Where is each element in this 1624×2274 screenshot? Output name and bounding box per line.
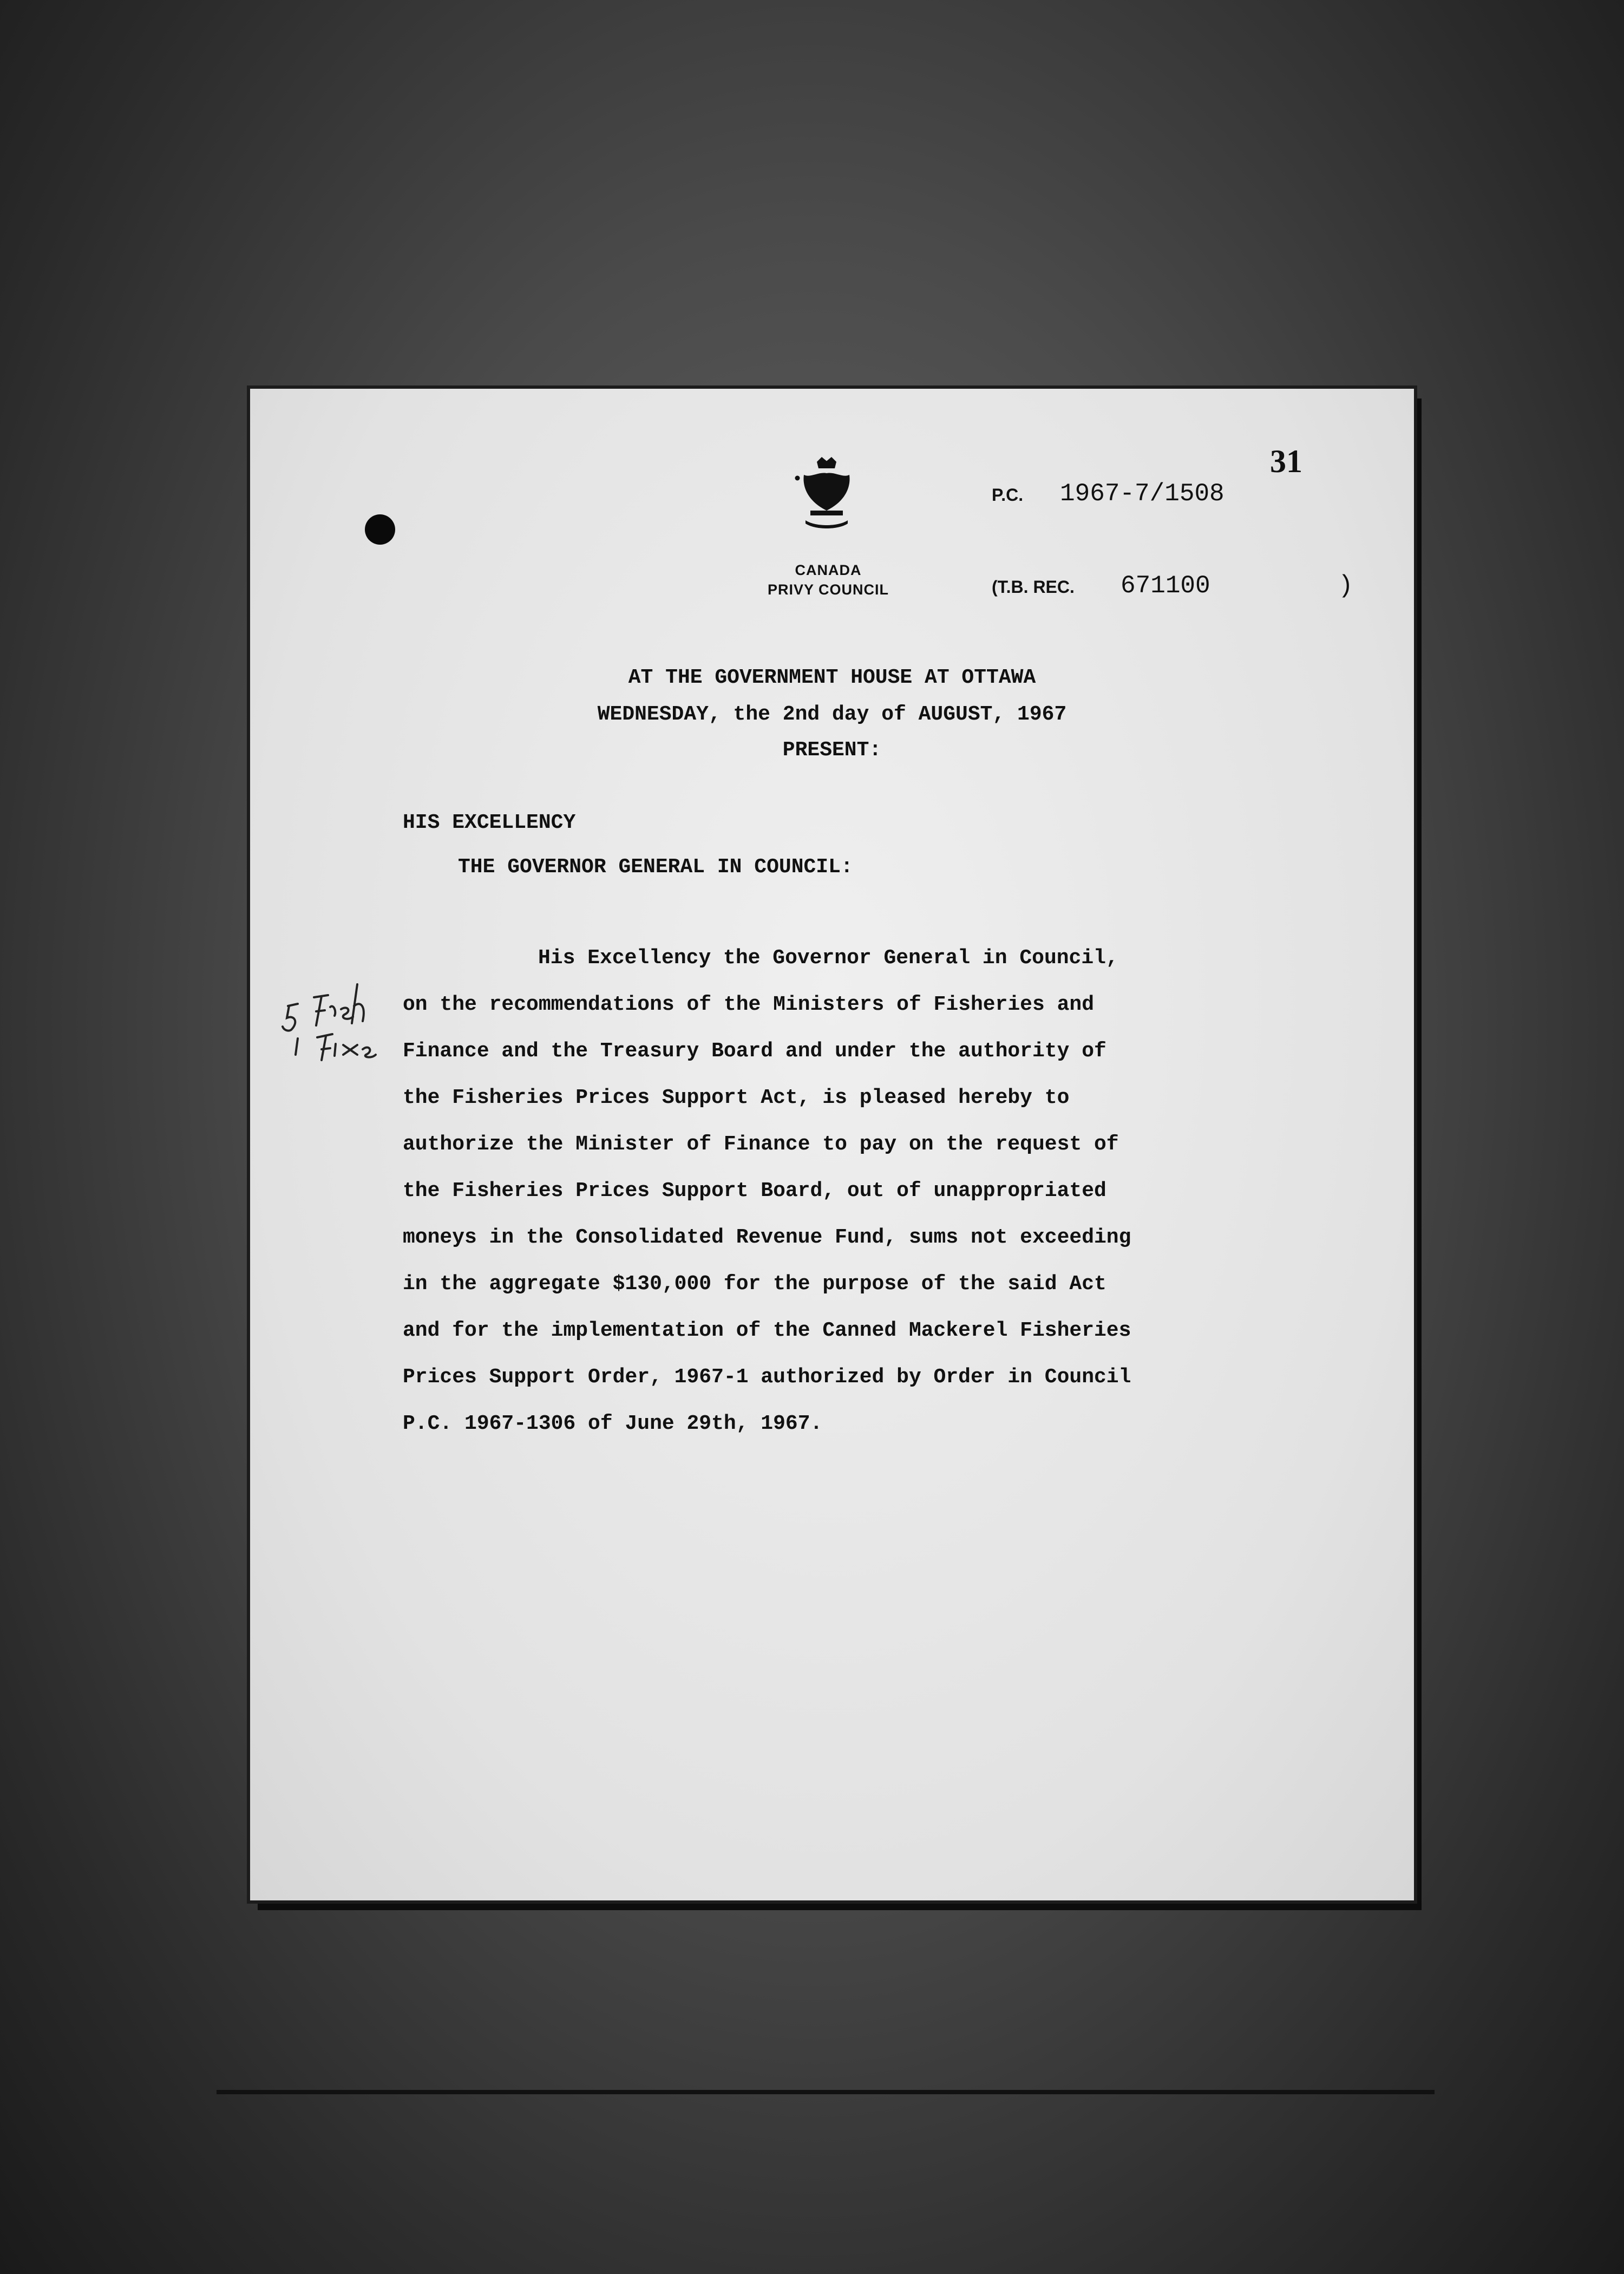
page-number: 31 <box>1270 443 1302 479</box>
body-line: and for the implementation of the Canned Mackerel Fisheries <box>403 1319 1131 1342</box>
body-line: Prices Support Order, 1967-1 authorized by Order in Council <box>403 1365 1131 1389</box>
body-line: moneys in the Consolidated Revenue Fund, sums not exceeding <box>403 1226 1131 1249</box>
present-heading: PRESENT: <box>782 739 882 762</box>
document-page <box>250 389 1414 1900</box>
pc-label: P.C. <box>992 485 1024 505</box>
handwritten-annotation <box>276 973 417 1066</box>
place-heading: AT THE GOVERNMENT HOUSE AT OTTAWA <box>628 666 1036 689</box>
crest-label-canada: CANADA <box>795 562 862 578</box>
his-excellency: HIS EXCELLENCY <box>403 811 576 834</box>
governor-general-in-council: THE GOVERNOR GENERAL IN COUNCIL: <box>458 855 853 879</box>
punch-hole <box>365 514 395 545</box>
tb-rec-close: ) <box>1338 572 1353 600</box>
body-line: on the recommendations of the Ministers of Fisheries and <box>403 993 1095 1016</box>
body-line: Finance and the Treasury Board and under the authority of <box>403 1040 1106 1063</box>
coat-of-arms-icon <box>786 454 867 535</box>
film-edge-bottom <box>217 2090 1435 2094</box>
date-heading: WEDNESDAY, the 2nd day of AUGUST, 1967 <box>597 703 1067 726</box>
tb-rec-label: (T.B. REC. <box>992 577 1075 597</box>
body-line: in the aggregate $130,000 for the purpose of the said Act <box>403 1272 1106 1296</box>
tb-rec-number: 671100 <box>1121 572 1210 600</box>
pc-number: 1967-7/1508 <box>1060 480 1224 508</box>
crest-label-privy-council: PRIVY COUNCIL <box>767 581 889 598</box>
body-line: the Fisheries Prices Support Board, out of unappropriated <box>403 1179 1106 1203</box>
body-line: His Excellency the Governor General in Council, <box>538 946 1118 970</box>
body-line: the Fisheries Prices Support Act, is pleased hereby to <box>403 1086 1070 1109</box>
body-line: P.C. 1967-1306 of June 29th, 1967. <box>403 1412 823 1435</box>
body-line: authorize the Minister of Finance to pay on the request of <box>403 1133 1119 1156</box>
